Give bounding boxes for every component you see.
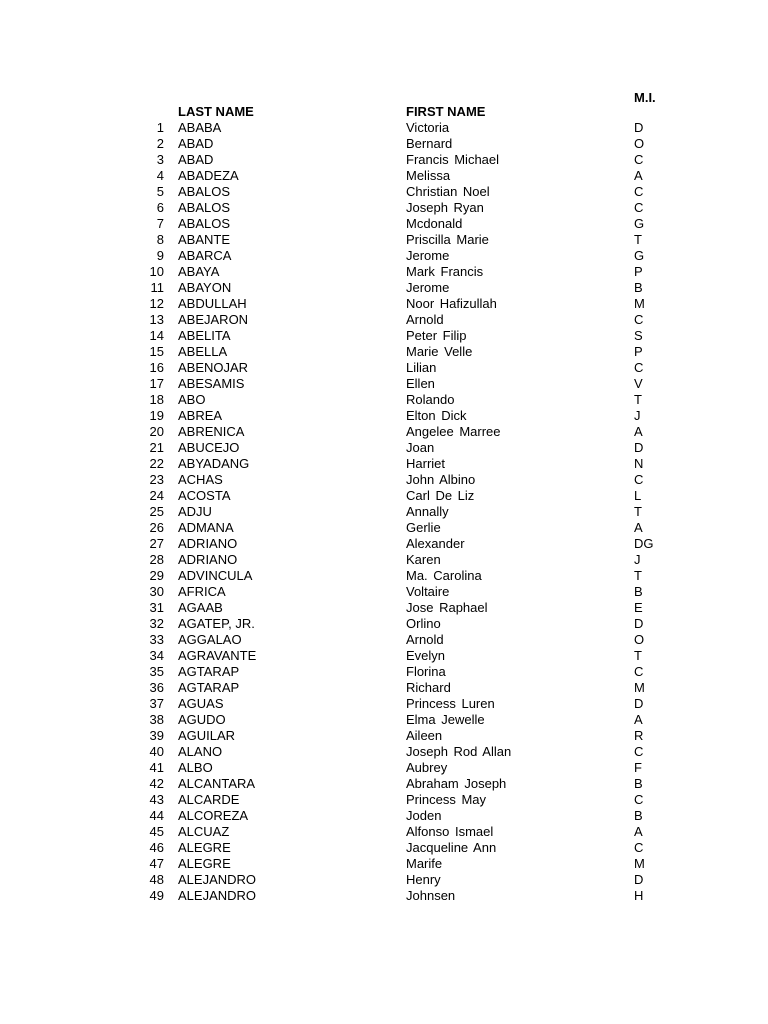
middle-initial-cell: C — [634, 200, 644, 215]
table-row — [0, 376, 768, 392]
table-row — [0, 696, 768, 712]
middle-initial-cell: M — [634, 296, 645, 311]
row-number: 10 — [149, 264, 164, 279]
middle-initial-cell: M — [634, 856, 645, 871]
first-name-cell: Peter Filip — [406, 328, 467, 343]
middle-initial-cell: B — [634, 808, 643, 823]
last-name-cell: ADRIANO — [178, 552, 238, 567]
first-name-cell: John Albino — [406, 472, 476, 487]
first-name-cell: Princess May — [406, 792, 487, 807]
first-name-cell: Mcdonald — [406, 216, 463, 231]
row-number: 35 — [149, 664, 164, 679]
first-name-cell: Aileen — [406, 728, 443, 743]
table-row — [0, 552, 768, 568]
row-number: 3 — [156, 152, 164, 167]
last-name-cell: ABELLA — [178, 344, 228, 359]
last-name-cell: ABAD — [178, 136, 214, 151]
last-name-cell: AGUILAR — [178, 728, 236, 743]
row-number: 19 — [149, 408, 164, 423]
table-row — [0, 520, 768, 536]
middle-initial-cell: C — [634, 744, 644, 759]
row-number: 36 — [149, 680, 164, 695]
first-name-cell: Priscilla Marie — [406, 232, 489, 247]
middle-initial-cell: N — [634, 456, 644, 471]
middle-initial-cell: T — [634, 568, 642, 583]
row-number: 26 — [149, 520, 164, 535]
middle-initial-cell: C — [634, 792, 644, 807]
table-row — [0, 824, 768, 840]
middle-initial-cell: G — [634, 248, 645, 263]
first-name-cell: Marie Velle — [406, 344, 473, 359]
table-row — [0, 744, 768, 760]
table-row — [0, 872, 768, 888]
row-number: 39 — [149, 728, 164, 743]
first-name-cell: Florina — [406, 664, 446, 679]
row-number: 21 — [149, 440, 164, 455]
middle-initial-cell: J — [634, 408, 641, 423]
middle-initial-cell: D — [634, 440, 644, 455]
first-name-cell: Elton Dick — [406, 408, 467, 423]
table-row — [0, 776, 768, 792]
table-row — [0, 392, 768, 408]
row-number: 34 — [149, 648, 164, 663]
middle-initial-cell: O — [634, 632, 645, 647]
row-number: 2 — [156, 136, 164, 151]
first-name-cell: Alfonso Ismael — [406, 824, 494, 839]
middle-initial-cell: J — [634, 552, 641, 567]
table-row — [0, 600, 768, 616]
row-number: 29 — [149, 568, 164, 583]
last-name-cell: ALCUAZ — [178, 824, 230, 839]
first-name-cell: Rolando — [406, 392, 455, 407]
middle-initial-cell: S — [634, 328, 643, 343]
middle-initial-cell: D — [634, 872, 644, 887]
table-row — [0, 616, 768, 632]
first-name-cell: Joan — [406, 440, 435, 455]
table-row — [0, 136, 768, 152]
middle-initial-cell: A — [634, 424, 643, 439]
header-first-name: FIRST NAME — [406, 104, 486, 119]
table-row — [0, 296, 768, 312]
last-name-cell: ADMANA — [178, 520, 234, 535]
middle-initial-cell: E — [634, 600, 643, 615]
table-row — [0, 584, 768, 600]
row-number: 45 — [149, 824, 164, 839]
last-name-cell: AGUAS — [178, 696, 224, 711]
first-name-cell: Melissa — [406, 168, 451, 183]
first-name-cell: Angelee Marree — [406, 424, 501, 439]
last-name-cell: AGGALAO — [178, 632, 242, 647]
first-name-cell: Jerome — [406, 248, 450, 263]
middle-initial-cell: V — [634, 376, 643, 391]
row-number: 43 — [149, 792, 164, 807]
first-name-cell: Ellen — [406, 376, 435, 391]
last-name-cell: ABALOS — [178, 200, 231, 215]
table-row — [0, 664, 768, 680]
first-name-cell: Carl De Liz — [406, 488, 475, 503]
table-row — [0, 424, 768, 440]
table-row — [0, 632, 768, 648]
first-name-cell: Jacqueline Ann — [406, 840, 497, 855]
last-name-cell: ABABA — [178, 120, 222, 135]
last-name-cell: ABREA — [178, 408, 223, 423]
middle-initial-cell: O — [634, 136, 645, 151]
first-name-cell: Orlino — [406, 616, 441, 631]
table-row — [0, 120, 768, 136]
last-name-cell: AGTARAP — [178, 664, 240, 679]
table-row — [0, 568, 768, 584]
middle-initial-cell: C — [634, 472, 644, 487]
table-row — [0, 280, 768, 296]
table-row — [0, 232, 768, 248]
middle-initial-cell: DG — [634, 536, 654, 551]
row-number: 6 — [156, 200, 164, 215]
first-name-cell: Annally — [406, 504, 449, 519]
first-name-cell: Gerlie — [406, 520, 441, 535]
row-number: 12 — [149, 296, 164, 311]
middle-initial-cell: F — [634, 760, 642, 775]
middle-initial-cell: A — [634, 168, 643, 183]
row-number: 18 — [149, 392, 164, 407]
table-row — [0, 312, 768, 328]
first-name-cell: Princess Luren — [406, 696, 495, 711]
table-row — [0, 808, 768, 824]
row-number: 4 — [156, 168, 164, 183]
first-name-cell: Johnsen — [406, 888, 456, 903]
row-number: 17 — [149, 376, 164, 391]
first-name-cell: Harriet — [406, 456, 446, 471]
row-number: 24 — [149, 488, 164, 503]
first-name-cell: Marife — [406, 856, 443, 871]
table-row — [0, 792, 768, 808]
first-name-cell: Joseph Rod Allan — [406, 744, 512, 759]
last-name-cell: ALCARDE — [178, 792, 240, 807]
first-name-cell: Ma. Carolina — [406, 568, 482, 583]
middle-initial-cell: T — [634, 392, 642, 407]
table-row — [0, 680, 768, 696]
header-middle-initial: M.I. — [634, 90, 656, 105]
last-name-cell: ADRIANO — [178, 536, 238, 551]
row-number: 41 — [149, 760, 164, 775]
row-number: 13 — [149, 312, 164, 327]
row-number: 15 — [149, 344, 164, 359]
row-number: 46 — [149, 840, 164, 855]
table-row — [0, 888, 768, 904]
table-row — [0, 488, 768, 504]
middle-initial-cell: T — [634, 232, 642, 247]
last-name-cell: ABALOS — [178, 184, 231, 199]
row-number: 16 — [149, 360, 164, 375]
last-name-cell: ABESAMIS — [178, 376, 245, 391]
middle-initial-cell: A — [634, 520, 643, 535]
middle-initial-cell: C — [634, 152, 644, 167]
middle-initial-cell: B — [634, 776, 643, 791]
middle-initial-cell: T — [634, 504, 642, 519]
row-number: 11 — [150, 280, 164, 295]
last-name-cell: ADVINCULA — [178, 568, 253, 583]
table-row — [0, 536, 768, 552]
middle-initial-cell: C — [634, 360, 644, 375]
table-row — [0, 360, 768, 376]
last-name-cell: ALBO — [178, 760, 213, 775]
row-number: 8 — [156, 232, 164, 247]
table-row — [0, 184, 768, 200]
row-number: 44 — [149, 808, 164, 823]
middle-initial-cell: C — [634, 184, 644, 199]
first-name-cell: Henry — [406, 872, 441, 887]
middle-initial-cell: D — [634, 120, 644, 135]
middle-initial-cell: B — [634, 280, 643, 295]
row-number: 38 — [149, 712, 164, 727]
last-name-cell: AGRAVANTE — [178, 648, 257, 663]
middle-initial-cell: D — [634, 616, 644, 631]
first-name-cell: Jerome — [406, 280, 450, 295]
row-number: 40 — [149, 744, 164, 759]
last-name-cell: ABAYON — [178, 280, 232, 295]
first-name-cell: Lilian — [406, 360, 437, 375]
row-number: 49 — [149, 888, 164, 903]
table-row — [0, 248, 768, 264]
last-name-cell: ALANO — [178, 744, 223, 759]
last-name-cell: ADJU — [178, 504, 212, 519]
row-number: 30 — [149, 584, 164, 599]
first-name-cell: Joden — [406, 808, 442, 823]
last-name-cell: ALEGRE — [178, 856, 231, 871]
middle-initial-cell: H — [634, 888, 644, 903]
row-number: 7 — [156, 216, 164, 231]
table-row — [0, 216, 768, 232]
middle-initial-cell: G — [634, 216, 645, 231]
first-name-cell: Evelyn — [406, 648, 446, 663]
first-name-cell: Aubrey — [406, 760, 448, 775]
last-name-cell: ABAYA — [178, 264, 220, 279]
table-row — [0, 344, 768, 360]
table-row — [0, 472, 768, 488]
row-number: 37 — [149, 696, 164, 711]
middle-initial-cell: D — [634, 696, 644, 711]
row-number: 20 — [149, 424, 164, 439]
roster-rows — [0, 120, 768, 904]
last-name-cell: AGATEP, JR. — [178, 616, 255, 631]
row-number: 5 — [156, 184, 164, 199]
first-name-cell: Joseph Ryan — [406, 200, 484, 215]
first-name-cell: Voltaire — [406, 584, 450, 599]
last-name-cell: ALCOREZA — [178, 808, 249, 823]
first-name-cell: Bernard — [406, 136, 453, 151]
last-name-cell: ALEGRE — [178, 840, 231, 855]
table-row — [0, 648, 768, 664]
row-number: 31 — [149, 600, 164, 615]
table-row — [0, 440, 768, 456]
middle-initial-cell: L — [634, 488, 642, 503]
first-name-cell: Alexander — [406, 536, 465, 551]
row-number: 25 — [149, 504, 164, 519]
middle-initial-cell: C — [634, 664, 644, 679]
table-row — [0, 456, 768, 472]
last-name-cell: AGUDO — [178, 712, 226, 727]
first-name-cell: Richard — [406, 680, 451, 695]
first-name-cell: Arnold — [406, 632, 444, 647]
table-row — [0, 840, 768, 856]
middle-initial-cell: M — [634, 680, 645, 695]
last-name-cell: ABENOJAR — [178, 360, 249, 375]
first-name-cell: Mark Francis — [406, 264, 484, 279]
last-name-cell: AGAAB — [178, 600, 223, 615]
middle-initial-cell: C — [634, 312, 644, 327]
table-row — [0, 168, 768, 184]
row-number: 47 — [149, 856, 164, 871]
last-name-cell: ABRENICA — [178, 424, 245, 439]
last-name-cell: ABAD — [178, 152, 214, 167]
row-number: 23 — [149, 472, 164, 487]
table-row — [0, 264, 768, 280]
table-row — [0, 712, 768, 728]
table-row — [0, 760, 768, 776]
row-number: 14 — [149, 328, 164, 343]
last-name-cell: ALEJANDRO — [178, 872, 257, 887]
row-number: 27 — [149, 536, 164, 551]
row-number: 28 — [149, 552, 164, 567]
last-name-cell: ABUCEJO — [178, 440, 240, 455]
middle-initial-cell: P — [634, 264, 643, 279]
row-number: 33 — [149, 632, 164, 647]
middle-initial-cell: B — [634, 584, 643, 599]
last-name-cell: ALEJANDRO — [178, 888, 257, 903]
table-row — [0, 504, 768, 520]
table-row — [0, 328, 768, 344]
last-name-cell: ACOSTA — [178, 488, 231, 503]
last-name-cell: ABANTE — [178, 232, 231, 247]
last-name-cell: ABEJARON — [178, 312, 249, 327]
table-row — [0, 408, 768, 424]
middle-initial-cell: R — [634, 728, 644, 743]
table-row — [0, 856, 768, 872]
table-row — [0, 200, 768, 216]
last-name-cell: ABDULLAH — [178, 296, 247, 311]
first-name-cell: Christian Noel — [406, 184, 490, 199]
row-number: 42 — [149, 776, 164, 791]
last-name-cell: AGTARAP — [178, 680, 240, 695]
row-number: 9 — [156, 248, 164, 263]
last-name-cell: ACHAS — [178, 472, 223, 487]
middle-initial-cell: A — [634, 712, 643, 727]
first-name-cell: Karen — [406, 552, 441, 567]
first-name-cell: Noor Hafizullah — [406, 296, 497, 311]
middle-initial-cell: C — [634, 840, 644, 855]
last-name-cell: ABARCA — [178, 248, 232, 263]
last-name-cell: ABYADANG — [178, 456, 250, 471]
first-name-cell: Victoria — [406, 120, 450, 135]
last-name-cell: ALCANTARA — [178, 776, 256, 791]
first-name-cell: Elma Jewelle — [406, 712, 485, 727]
row-number: 48 — [149, 872, 164, 887]
table-row — [0, 152, 768, 168]
middle-initial-cell: A — [634, 824, 643, 839]
middle-initial-cell: T — [634, 648, 642, 663]
row-number: 22 — [149, 456, 164, 471]
last-name-cell: ABALOS — [178, 216, 231, 231]
header-last-name: LAST NAME — [178, 104, 254, 119]
last-name-cell: ABELITA — [178, 328, 231, 343]
first-name-cell: Jose Raphael — [406, 600, 488, 615]
table-row — [0, 728, 768, 744]
first-name-cell: Francis Michael — [406, 152, 500, 167]
first-name-cell: Arnold — [406, 312, 444, 327]
first-name-cell: Abraham Joseph — [406, 776, 507, 791]
middle-initial-cell: P — [634, 344, 643, 359]
last-name-cell: AFRICA — [178, 584, 226, 599]
last-name-cell: ABO — [178, 392, 206, 407]
row-number: 1 — [156, 120, 164, 135]
row-number: 32 — [149, 616, 164, 631]
last-name-cell: ABADEZA — [178, 168, 239, 183]
